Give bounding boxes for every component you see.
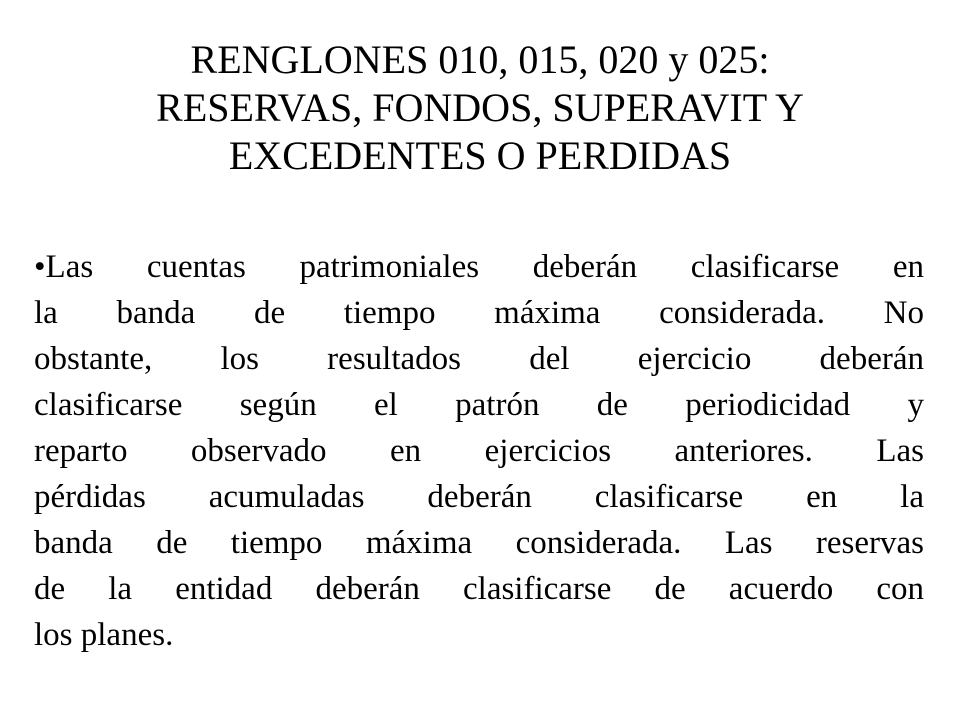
paragraph-line-9: los planes. <box>34 617 174 653</box>
title-line-2: RESERVAS, FONDOS, SUPERAVIT Y <box>156 85 804 130</box>
paragraph-line-5: reparto observado en ejercicios anteriores. Las <box>34 433 924 469</box>
paragraph-line-7: banda de tiempo máxima considerada. Las reservas <box>34 525 924 561</box>
slide-title <box>40 36 920 180</box>
paragraph-line-8: de la entidad deberán clasificarse de acuerdo con <box>34 571 924 607</box>
bullet-paragraph <box>34 244 924 658</box>
paragraph-line-1: •Las cuentas patrimoniales deberán clasificarse en <box>34 249 924 285</box>
title-line-3: EXCEDENTES O PERDIDAS <box>228 133 732 178</box>
paragraph-line-6: pérdidas acumuladas deberán clasificarse en la <box>34 479 924 515</box>
paragraph-line-2: la banda de tiempo máxima considerada. No <box>34 295 924 331</box>
title-line-1: RENGLONES 010, 015, 020 y 025: <box>190 37 770 82</box>
paragraph-line-4: clasificarse según el patrón de periodicidad y <box>34 387 924 423</box>
paragraph-line-3: obstante, los resultados del ejercicio deberán <box>34 341 924 377</box>
